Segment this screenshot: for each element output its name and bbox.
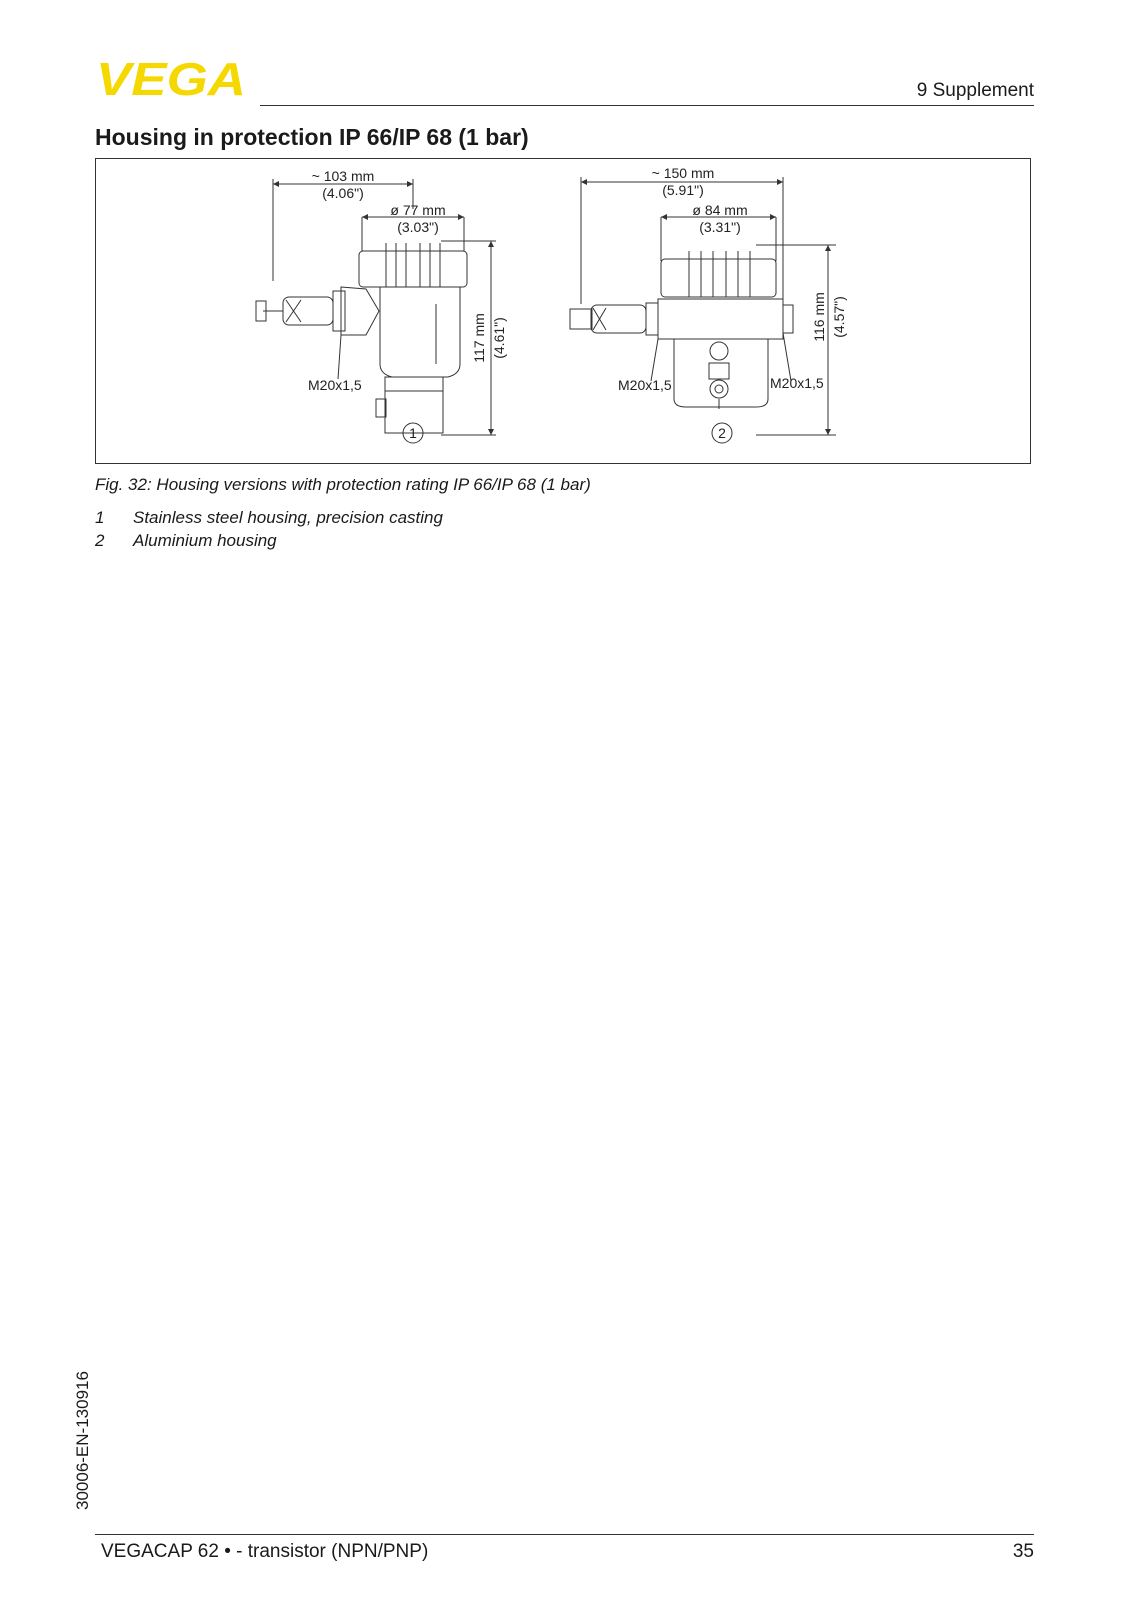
h2-width-mm: ~ 150 mm: [651, 165, 715, 181]
document-code: 30006-EN-130916: [73, 1371, 92, 1510]
legend-text: Aluminium housing: [133, 530, 277, 550]
h2-width-in: (5.91"): [662, 182, 704, 198]
section-label: 9 Supplement: [916, 80, 1034, 101]
h2-height-in: (4.57"): [831, 296, 847, 338]
legend-number: 1: [95, 507, 105, 527]
h1-width-in: (4.06"): [322, 185, 364, 201]
h2-dia-mm: ø 84 mm: [692, 202, 748, 218]
h2-thread-left: M20x1,5: [618, 377, 672, 393]
h2-dia-in: (3.31"): [699, 219, 741, 235]
h1-dia-in: (3.03"): [397, 219, 439, 235]
figure-caption: Fig. 32: Housing versions with protection rating IP 66/IP 68 (1 bar): [95, 475, 591, 494]
legend-text: Stainless steel housing, precision casting: [133, 507, 443, 527]
h2-marker: 2: [718, 425, 726, 441]
figure-legend: [95, 506, 443, 552]
h2-thread-right: M20x1,5: [770, 375, 824, 391]
h1-height-mm: 117 mm: [471, 313, 487, 363]
legend-item: [95, 529, 443, 552]
housing-drawing: [96, 159, 1032, 465]
legend-item: [95, 506, 443, 529]
h1-height-in: (4.61"): [491, 317, 507, 359]
page-number: 35: [1012, 1541, 1034, 1562]
legend-number: 2: [95, 530, 105, 550]
page-title: Housing in protection IP 66/IP 68 (1 bar): [95, 124, 529, 150]
vega-logo: [96, 57, 248, 99]
logo-text: VEGA: [96, 57, 246, 99]
footer-rule: [95, 1534, 1034, 1535]
housing-figure: [95, 158, 1031, 464]
h1-dia-mm: ø 77 mm: [390, 202, 446, 218]
header-rule: [260, 105, 1034, 106]
h1-marker: 1: [409, 425, 417, 441]
h1-thread: M20x1,5: [308, 377, 362, 393]
h1-width-mm: ~ 103 mm: [311, 168, 375, 184]
footer-product: VEGACAP 62 • - transistor (NPN/PNP): [101, 1541, 429, 1562]
h2-height-mm: 116 mm: [811, 292, 827, 342]
